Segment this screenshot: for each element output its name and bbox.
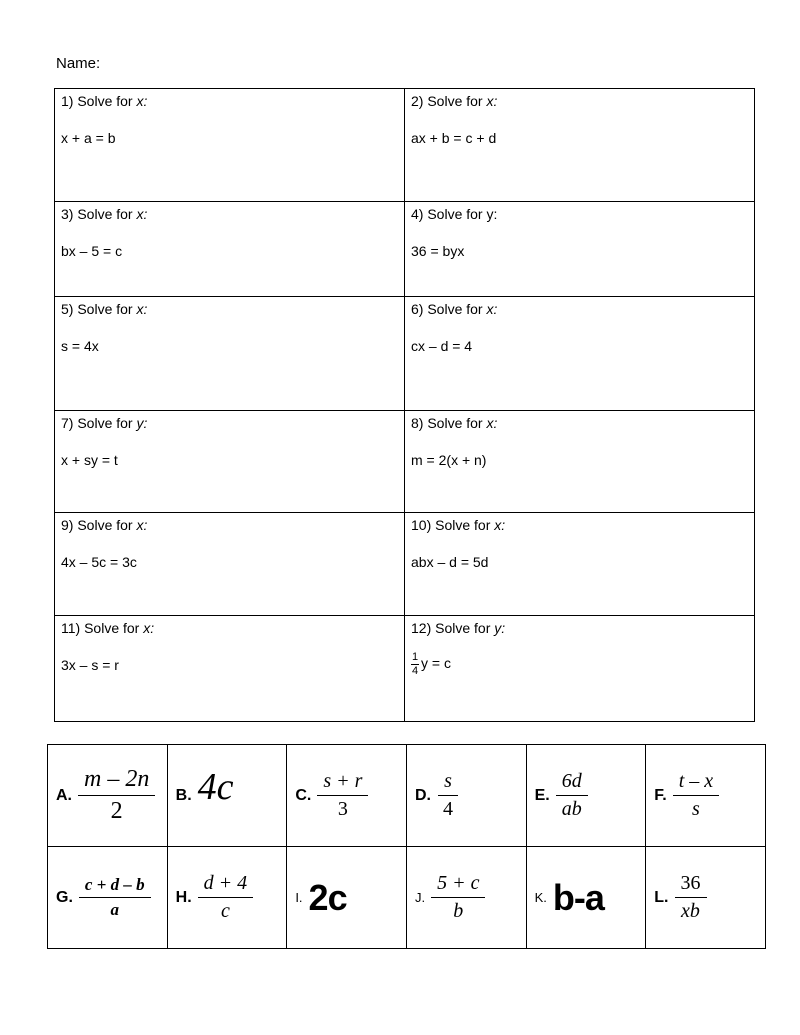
problem-equation: 36 = byx [411,243,465,259]
problem-equation: abx – d = 5d [411,554,489,570]
answer-letter: A. [56,786,72,804]
problem-cell [405,513,755,616]
problem-cell [55,89,405,202]
answer-fraction: $\frac{m - 2n}{2}$ [78,766,155,825]
problem-heading: 4) Solve for y: [411,206,498,222]
problem-equation: s = 4x [61,338,99,354]
problem-heading: 12) Solve for y: [411,620,506,636]
answer-letter: J. [414,890,426,905]
problem-equation: ax + b = c + d [411,130,497,146]
answer-cell [167,745,287,847]
answer-value: b-a [552,876,604,918]
answer-letter: C. [295,786,312,804]
name-label: Name: [56,55,101,72]
problem-cell [55,411,405,513]
answer-fraction: $\frac{c + d - b}{a}$ [79,875,151,920]
answer-cell [287,745,407,847]
problem-cell [405,411,755,513]
answer-letter: H. [175,888,192,906]
problem-heading: 8) Solve for x: [411,415,498,431]
answer-letter: B. [175,786,192,804]
problem-cell [405,297,755,411]
problem-heading: 6) Solve for x: [411,301,498,317]
problem-heading: 1) Solve for x: [61,93,148,109]
answer-cell [406,745,526,847]
problem-cell [55,513,405,616]
problem-cell [405,616,755,722]
problem-heading: 10) Solve for x: [411,517,506,533]
problem-cell [405,89,755,202]
problem-equation: bx – 5 = c [61,243,123,259]
answer-value: 2c [308,876,347,918]
answer-letter: K. [534,890,547,905]
problems-table [54,88,755,722]
answer-cell [526,847,646,949]
answer-fraction: $\frac{5 + c}{b}$ [431,872,485,923]
problem-cell [55,297,405,411]
problem-heading: 3) Solve for x: [61,206,148,222]
problem-equation: x + a = b [61,130,116,146]
fraction-one-quarter: $\frac{1}{4}$ [411,651,419,677]
answer-cell [48,847,168,949]
problem-equation: 4x – 5c = 3c [61,554,137,570]
answer-cell [646,745,766,847]
answer-fraction: $\frac{d + 4}{c}$ [198,872,254,923]
problem-equation: m = 2(x + n) [411,452,487,468]
answer-fraction: $\frac{36}{xb}$ [675,872,707,923]
problem-cell [55,202,405,297]
problem-equation: $\frac{1}{4}$ y = c [411,651,451,677]
problem-cell [55,616,405,722]
answer-cell [526,745,646,847]
answer-bank-table [47,744,766,949]
problem-heading: 9) Solve for x: [61,517,148,533]
problem-heading: 5) Solve for x: [61,301,148,317]
problem-heading: 2) Solve for x: [411,93,498,109]
answer-cell [406,847,526,949]
answer-cell [646,847,766,949]
problem-equation: 3x – s = r [61,657,119,673]
answer-fraction: $\frac{6d}{ab}$ [556,770,588,821]
problem-equation: cx – d = 4 [411,338,473,354]
problem-heading: 7) Solve for y: [61,415,148,431]
answer-letter: D. [414,786,431,804]
answer-cell [167,847,287,949]
problem-heading: 11) Solve for x: [61,620,155,636]
answer-value: 4c [197,765,234,808]
answer-letter: I. [295,890,303,905]
answer-fraction: $\frac{s}{4}$ [437,770,459,821]
answer-cell [287,847,407,949]
answer-fraction: $\frac{s + r}{3}$ [317,770,368,821]
answer-letter: E. [534,786,550,804]
answer-cell [48,745,168,847]
problem-equation: x + sy = t [61,452,118,468]
answer-fraction: $\frac{t - x}{s}$ [673,770,719,821]
answer-letter: F. [654,786,667,804]
problem-cell [405,202,755,297]
answer-letter: L. [654,888,669,906]
answer-letter: G. [56,888,73,906]
